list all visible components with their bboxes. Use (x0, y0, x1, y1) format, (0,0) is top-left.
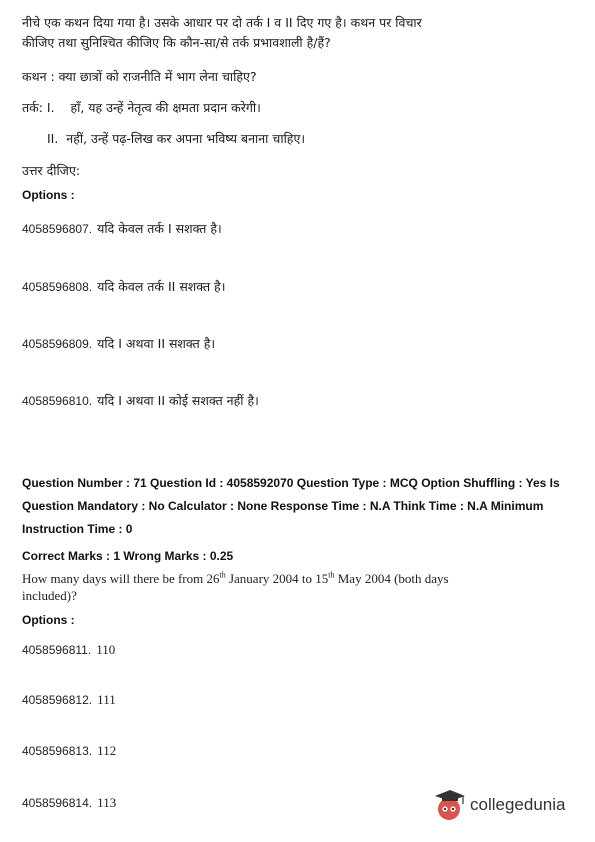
option-item (22, 333, 215, 352)
question-meta-line2: Question Mandatory : No Calculator : None Response Time : N.A Think Time : N.A Minimum (22, 499, 544, 513)
question-text (22, 571, 449, 587)
option-text: यदि केवल तर्क I सशक्त है। (97, 221, 222, 236)
option-id: 4058596811. (22, 643, 92, 657)
ordinal-suffix: th (328, 570, 335, 580)
option-text: 113 (97, 795, 117, 810)
option-text: 110 (96, 642, 116, 657)
option-item (22, 276, 225, 295)
option-item (22, 740, 116, 759)
argument-2: II. नहीं, उन्हें पढ़-लिख कर अपना भविष्य बनाना चाहिए। (47, 131, 306, 146)
argument-1: तर्क: I. हाँ, यह उन्हें नेतृत्व की क्षमता प्रदान करेगी। (22, 100, 261, 115)
question-meta-line3: Instruction Time : 0 (22, 522, 133, 536)
option-text: 111 (97, 692, 116, 707)
options-label: Options : (22, 613, 75, 627)
ordinal-suffix: th (219, 570, 226, 580)
option-id: 4058596807. (22, 222, 93, 236)
question-text-part1: How many days will there be from 26 (22, 571, 220, 586)
option-text: 112 (97, 743, 117, 758)
option-text: यदि I अथवा II सशक्त है। (97, 336, 216, 351)
question-text-part3: May 2004 (both days (334, 571, 449, 586)
option-item (22, 639, 115, 658)
question-meta-line1: Question Number : 71 Question Id : 4058592070 Question Type : MCQ Option Shuffling : Yes Is (22, 476, 560, 490)
option-id: 4058596809. (22, 337, 93, 351)
option-item (22, 218, 222, 237)
question-text-line2: included)? (22, 588, 77, 603)
option-id: 4058596814. (22, 796, 93, 810)
statement-text: कथन : क्या छात्रों को राजनीति में भाग लेना चाहिए? (22, 69, 257, 84)
option-text: यदि केवल तर्क II सशक्त है। (97, 279, 226, 294)
option-item (22, 689, 116, 708)
collegedunia-logo (432, 786, 572, 826)
question-text-part2: January 2004 to 15 (225, 571, 329, 586)
graduate-cap-icon (432, 786, 468, 826)
options-label: Options : (22, 188, 75, 202)
option-id: 4058596808. (22, 280, 93, 294)
option-id: 4058596812. (22, 693, 93, 707)
option-text: यदि I अथवा II कोई सशक्त नहीं है। (97, 393, 259, 408)
option-item (22, 390, 259, 409)
option-id: 4058596810. (22, 394, 93, 408)
question-intro-line2: कीजिए तथा सुनिश्चित कीजिए कि कौन-सा/से तर्क प्रभावशाली है/हैं? (22, 35, 331, 50)
option-item (22, 792, 116, 811)
logo-text: collegedunia (470, 795, 566, 814)
marks-info: Correct Marks : 1 Wrong Marks : 0.25 (22, 549, 234, 563)
answer-prompt: उत्तर दीजिए: (22, 163, 81, 178)
option-id: 4058596813. (22, 744, 93, 758)
question-intro-line1: नीचे एक कथन दिया गया है। उसके आधार पर दो तर्क I व II दिए गए है। कथन पर विचार (22, 15, 422, 30)
